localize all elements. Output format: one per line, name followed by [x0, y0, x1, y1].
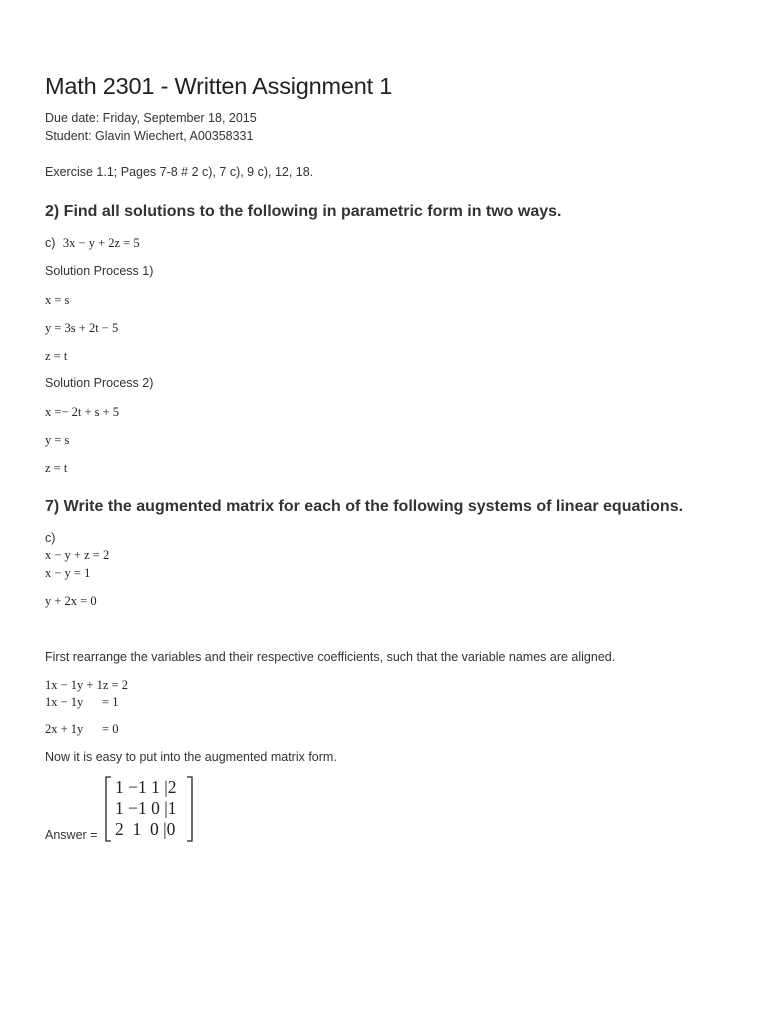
rearranged-eq-2: 1x − 1y = 1	[45, 695, 119, 709]
system-eq-1: x − y + z = 2	[45, 548, 110, 562]
matrix-row-3: 2 1 0 |0	[115, 819, 176, 839]
exercise-line: Exercise 1.1; Pages 7-8 # 2 c), 7 c), 9 c), 12, 18.	[45, 165, 314, 179]
answer-block	[45, 776, 245, 846]
process1-line-3: z = t	[45, 349, 68, 363]
answer-label: Answer =	[45, 828, 98, 842]
system-eq-2: x − y = 1	[45, 566, 91, 580]
page-title: Math 2301 - Written Assignment 1	[45, 73, 393, 99]
process2-line-1: x =− 2t + s + 5	[45, 405, 120, 419]
process1-line-2: y = 3s + 2t − 5	[45, 321, 119, 335]
solution-process-2-label: Solution Process 2)	[45, 376, 154, 390]
system-eq-3: y + 2x = 0	[45, 594, 97, 608]
rearranged-eq-3: 2x + 1y = 0	[45, 722, 119, 736]
matrix-row-2: 1 −1 0 |1	[115, 798, 177, 818]
q7-part-label: c)	[45, 531, 56, 545]
process1-line-1: x = s	[45, 293, 70, 307]
question-2-heading: 2) Find all solutions to the following in parametric form in two ways.	[45, 203, 562, 220]
augmented-matrix	[103, 776, 195, 842]
rearranged-eq-1: 1x − 1y + 1z = 2	[45, 678, 128, 692]
matrix-row-1: 1 −1 1 |2	[115, 777, 177, 797]
q2-equation: 3x − y + 2z = 5	[62, 236, 140, 250]
q2-part-c	[45, 236, 140, 251]
student-info: Student: Glavin Wiechert, A00358331	[45, 129, 254, 143]
process2-line-3: z = t	[45, 461, 68, 475]
q2-part-label: c)	[45, 236, 56, 250]
process2-line-2: y = s	[45, 433, 70, 447]
document-page	[45, 0, 745, 1024]
due-date: Due date: Friday, September 18, 2015	[45, 111, 257, 125]
rearrange-text: First rearrange the variables and their respective coefficients, such that the variable names are aligned.	[45, 650, 616, 664]
question-7-heading: 7) Write the augmented matrix for each of the following systems of linear equations.	[45, 498, 684, 515]
solution-process-1-label: Solution Process 1)	[45, 264, 154, 278]
augmented-intro-text: Now it is easy to put into the augmented matrix form.	[45, 750, 337, 764]
